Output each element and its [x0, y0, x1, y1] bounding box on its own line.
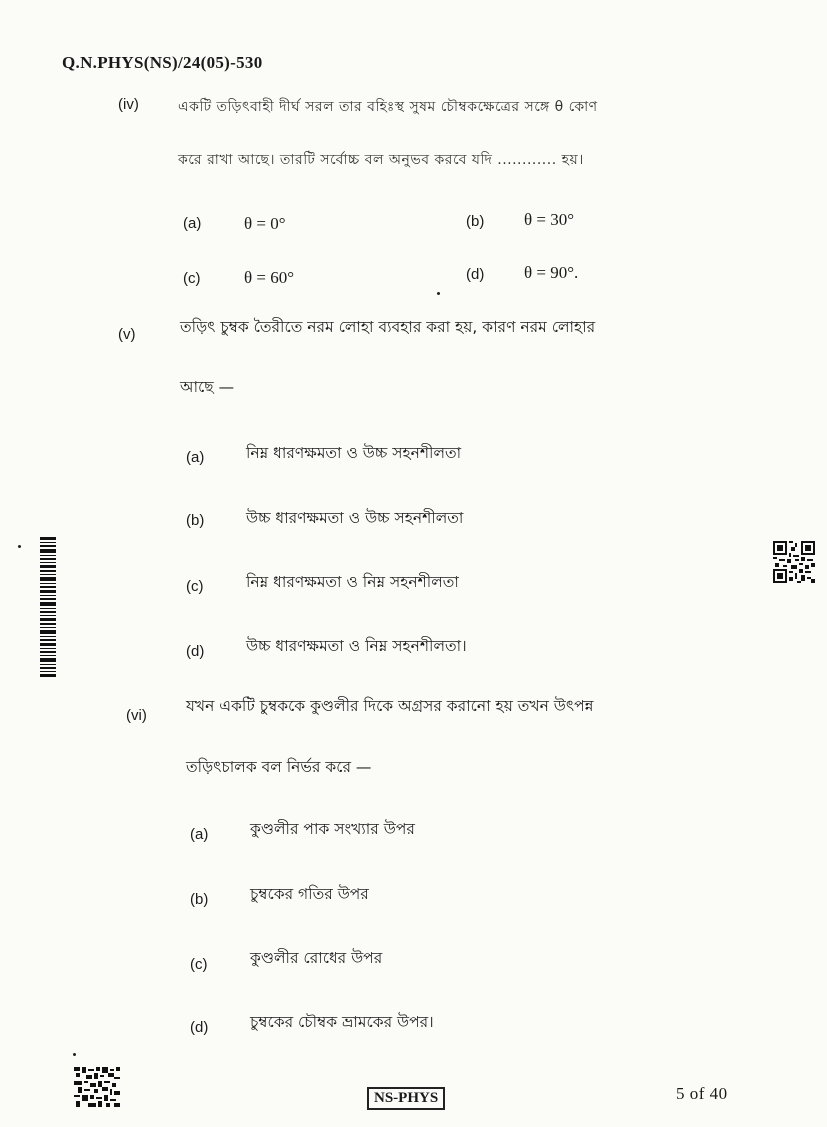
question-number: (v): [118, 326, 136, 343]
page-number: 5 of 40: [676, 1084, 728, 1103]
question-text-line: একটি তড়িৎবাহী দীর্ঘ সরল তার বহিঃস্থ সুষম চৌম্বকক্ষেত্রের সঙ্গে θ কোণ: [178, 99, 598, 115]
option-label: (c): [186, 578, 204, 595]
stray-mark: [437, 292, 440, 295]
option-text: চুম্বকের চৌম্বক ভ্রামকের উপর।: [250, 1013, 434, 1031]
option-label: (c): [183, 270, 201, 287]
option-text: θ = 30°: [524, 210, 575, 229]
option-text: θ = 0°: [244, 214, 286, 233]
option-label: (d): [190, 1019, 209, 1036]
option-label: (d): [186, 643, 205, 660]
option-label: (b): [466, 213, 485, 230]
barcode-image: [40, 537, 56, 677]
option-label: (a): [186, 449, 205, 466]
option-text: কুণ্ডলীর রোধের উপর: [250, 949, 383, 967]
paper-code: Q.N.PHYS(NS)/24(05)-530: [62, 53, 263, 72]
question-text-line: তড়িৎ চুম্বক তৈরীতে নরম লোহা ব্যবহার করা হয়, কারণ নরম লোহার: [180, 318, 596, 336]
question-text-line: করে রাখা আছে। তারটি সর্বোচ্চ বল অনুভব করবে যদি ............ হয়।: [178, 152, 584, 168]
qr-code-image: [773, 541, 815, 583]
option-label: (d): [466, 266, 485, 283]
option-label: (a): [183, 215, 202, 232]
option-label: (c): [190, 956, 208, 973]
qr-code-image: [74, 1067, 120, 1107]
question-text-line: যখন একটি চুম্বককে কুণ্ডলীর দিকে অগ্রসর করানো হয় তখন উৎপন্ন: [186, 697, 594, 715]
stray-mark: [73, 1053, 76, 1056]
subject-code-box: NS-PHYS: [367, 1087, 445, 1110]
question-number: (vi): [126, 707, 147, 724]
option-text: θ = 60°: [244, 268, 295, 287]
option-label: (b): [190, 891, 209, 908]
stray-mark: [18, 545, 21, 548]
option-text: উচ্চ ধারণক্ষমতা ও উচ্চ সহনশীলতা: [246, 509, 464, 527]
option-text: নিম্ন ধারণক্ষমতা ও নিম্ন সহনশীলতা: [246, 573, 459, 591]
question-text-line: আছে —: [180, 378, 235, 396]
question-number: (iv): [118, 96, 139, 113]
option-text: θ = 90°.: [524, 263, 579, 282]
option-text: কুণ্ডলীর পাক সংখ্যার উপর: [250, 820, 415, 838]
option-label: (a): [190, 826, 209, 843]
option-text: উচ্চ ধারণক্ষমতা ও নিম্ন সহনশীলতা।: [246, 637, 467, 655]
option-text: নিম্ন ধারণক্ষমতা ও উচ্চ সহনশীলতা: [246, 444, 462, 462]
option-label: (b): [186, 512, 205, 529]
question-text-line: তড়িৎচালক বল নির্ভর করে —: [186, 758, 372, 776]
option-text: চুম্বকের গতির উপর: [250, 885, 369, 903]
